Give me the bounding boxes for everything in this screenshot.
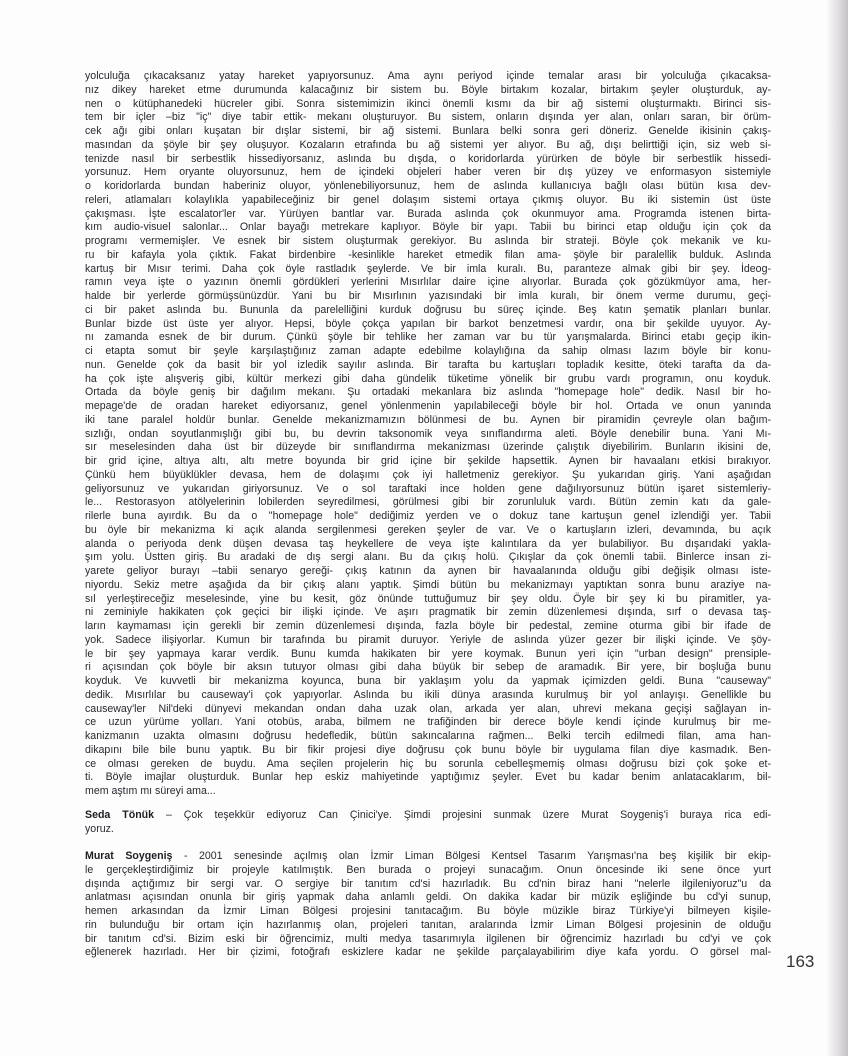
line-text: iki tane paralel holdür bunlar. Genelde mekanizmamızın bölünmesi de bu. Aynen bir piramidin çevreyle olan bağım-: [85, 413, 771, 426]
text-line: [85, 276, 771, 290]
text-line: [85, 823, 771, 837]
line-text: le bir şey yapmaya karar verdik. Bunu kumda hakikaten bir yere koymak. Bunun yeri için "urban design" prensiple-: [85, 647, 771, 660]
text-line: [85, 221, 771, 235]
line-text: şım yolu. Üstten giriş. Bu aradaki de dış sergi alanı. Bu da çıkış holü. Çıkışlar da çok önemli tabii. Binlerce insan zi-: [85, 551, 771, 564]
line-text: mepage'de de oradan hareket ediyorsanız, genel yönlenmenin yapılabileceği böyle bir hol. Ortada ve onun yanında: [85, 400, 771, 412]
text-line: [85, 400, 771, 414]
text-line: [85, 850, 771, 864]
text-line: [85, 933, 771, 947]
line-text: ni zeminiyle hakikaten çok geçici bir ilişki içinde. Ve aşırı pragmatik bir zemin düzenlemesi dışında, sırf o devasa taş-: [85, 606, 771, 619]
text-line: [85, 565, 771, 579]
text-line: [85, 483, 771, 497]
text-line: [85, 98, 771, 112]
text-line: [85, 551, 771, 565]
line-text: koyduk. Ve kuvvetli bir mekanizma koyunca, buna bir yaklaşım yolu da yapmak içimizden geldi. Buna "causeway": [85, 675, 771, 687]
scan-edge-shadow: [826, 0, 848, 1056]
line-text: bu öyle bir mekanizma ki açık alanda sergilenmesi gereken şeyler de var. Ve o kartuşların izleri, devamında, bu açık: [85, 523, 771, 536]
line-text: programı vermemişler. Ve esnek bir sistem oluşturmak gerekiyor. Bu aslında bir strateji. Böyle çok mekanik ve ku-: [85, 235, 771, 247]
line-text: causeway'ler Nil'deki dünyevi mekandan ondan daha uzak olan, arkada yer alan, uhrevi mekana geçişi sağlayan in-: [85, 702, 771, 715]
line-text: dedik. Mısırlılar bu causeway'i çok yapıyorlar. Aslında bu ikili dünya arasında kurulmuş bir yol anlayışı. Genellikle bu: [85, 688, 771, 701]
line-text: rin bulunduğu bir ortam için hazırlanmış olan, projeleri tanıtan, aralarında İzmir Liman Bölgesi projesinin de olduğu: [85, 918, 771, 931]
line-text: Ortada da böyle geniş bir dağılım mekanı. Şu ortadaki mekanlara biz aslında "homepage hole" dedik. Nasıl bir ho-: [85, 386, 771, 399]
line-text: anlatması açısından onunla bir giriş yapmak daha anlamlı geldi. On dakika kadar bir müzik eşliğinde bu cd'yi sunup,: [85, 891, 771, 904]
text-line: [85, 139, 771, 153]
line-text: sıl yerleştireceğiz meselesinde, yine bu kesit, göz önünde tuttuğumuz bir şey oldu. Öyle bir şey ki bu piramitler, ya-: [85, 592, 771, 605]
text-line: [85, 891, 771, 905]
text-line: [85, 730, 771, 744]
text-line: [85, 290, 771, 304]
text-line: [85, 373, 771, 387]
text-line: [85, 304, 771, 318]
text-line: [85, 455, 771, 469]
text-line: [85, 510, 771, 524]
line-text: hemen arkasından da İzmir Liman Bölgesi projesini tanıtacağım. Bu böyle müzikle biraz Türkiye'yi bilmeyen kişile-: [85, 905, 771, 917]
text-line: [85, 661, 771, 675]
line-text: - 2001 senesinde açılmış olan İzmir Liman Bölgesi Kentsel Tasarım Yarışması'na beş kişilik bir ekip-: [172, 850, 771, 862]
line-text: eğlenerek hazırladı. Her bir çizimi, fotoğrafı eskizlere kadar ne şekilde parçalayabilirim diye kafa yordu. O görsel mal-: [85, 946, 771, 959]
text-line: [85, 70, 771, 84]
line-text: cek ağı gibi onları kuşatan bir dışlar sistemi, bir ağ sistemi. Bunlara belki sonra geri döneriz. Genelde ikisinin çakış-: [85, 125, 771, 137]
line-text: nen o kütüphanedeki hücreler gibi. Sonra sistemimizin ikinci önemli kısmı da bir ağ sistemi oluşturmaktı. Birinci sis-: [85, 97, 771, 110]
text-line: [85, 345, 771, 359]
text-line: [85, 689, 771, 703]
paragraph-murat-soygenis: [85, 850, 771, 960]
line-text: rilerle buna ayırdık. Bu da o "homepage hole" dediğimiz yerden ve o dokuz tane kartuşun genel izlendiği yer. Tabii: [85, 510, 771, 522]
line-text: ların kaymaması için gerekli bir zemin düzenlemesi dışında, fazla böyle bir pedestal, zemine oturma gibi bir ifade de: [85, 620, 771, 632]
line-text: yolculuğa çıkacaksanız yatay hareket yapıyorsunuz. Ama aynı periyod içinde temalar arası bir yolculuğa çıkacaksa-: [85, 70, 771, 82]
line-text: masından da şöyle bir şey oluşuyor. Kozaların etrafında bu ağ sistemi yer alıyor. Bu ağ, dışı belirttiği için, siz web si-: [85, 138, 771, 151]
line-text: – Çok teşekkür ediyoruz Can Çinici'ye. Şimdi projesini sunmak üzere Murat Soygeniş'i buraya rica edi-: [154, 809, 771, 821]
text-line: [85, 331, 771, 345]
text-line: [85, 359, 771, 373]
line-text: sır meselesinden daha üst bir düzeyde bir sınıflandırma mekanizması üzerinde çalıştık diyebilirim. Bunların ikisini de,: [85, 441, 771, 454]
text-line: [85, 593, 771, 607]
text-line: [85, 318, 771, 332]
text-line: [85, 905, 771, 919]
line-text: nız dikey hareket etme durumunda kalacağınız bir sistem bu. Böyle birtakım kozalar, birtakım şeyler oluşturduk, ay-: [85, 83, 771, 96]
line-text: ri açısından çok böyle bir aksın tutuyor olması gibi daha büyük bir sebep de aramadık. Bir yere, bir boşluğa bunu: [85, 661, 771, 674]
text-line: [85, 606, 771, 620]
line-text: yoruz.: [85, 822, 114, 835]
text-line: [85, 414, 771, 428]
text-line: [85, 84, 771, 98]
paragraph-seda-tonuk: [85, 809, 771, 837]
line-text: Bunlar bizde üst üste yer alıyor. Hepsi, böyle çokça yapılan bir barkot benzetmesi vardır, ona bir şekilde uyuyor. Ay-: [85, 317, 771, 330]
line-text: yorsunuz. Hem oryante oluyorsunuz, hem de içindeki objeleri haber veren bir dış yüzey ve enformasyon sistemiyle: [85, 166, 771, 179]
line-text: yarete geliyor burayı –tabii senaryo gereği- çıkış katının da aynen bir havaalanında olduğu gibi değişik olması iste-: [85, 565, 771, 577]
line-text: bir grid içine, altıya altı, altı metre boyunda bir grid içine bir şekilde hapsettik. Aynen bir havaalanı etkisi bırakıyor.: [85, 455, 771, 467]
line-text: ru bir kafayla yola çıktık. Fakat birdenbire -kesinlikle hareket etmedik filan ama- şöyle bir paralellik bulduk. Aslında: [85, 248, 771, 261]
text-line: [85, 111, 771, 125]
line-text: ce olması gereken de buydu. Ama seçilen projelerin hiç bu sorunla cebelleşmemiş olması doğrusu bizi çok şoke et-: [85, 757, 771, 770]
line-text: sızlığı, ondan soyutlanmışlığı gibi bu, bu devrin taksonomik veya sınıflandırma aleti. Böyle denebilir buna. Yani Mı-: [85, 427, 771, 440]
text-line: [85, 675, 771, 689]
text-line: [85, 538, 771, 552]
line-text: ha çok işte alışveriş gibi, kültür merkezi gibi daha gündelik tüketime yönelik bir grubu vardı programın, onu koyduk.: [85, 372, 771, 385]
text-line: [85, 194, 771, 208]
line-text: mem aştım mı süreyi ama...: [85, 785, 216, 797]
text-line: [85, 809, 771, 823]
text-line: [85, 716, 771, 730]
line-text: dikapını bile bile bunu yaptık. Bu bir fikir projesi diye doğrusu çok bunu böyle bir uygulama filan diye kasmadık. Ben-: [85, 743, 771, 756]
text-line: [85, 878, 771, 892]
text-line: [85, 744, 771, 758]
line-text: alanda o periyoda denk düşen devasa taş heykellere de veya işte kalıntılara da yer bulabiliyor. Bu dışarıdaki yakla-: [85, 537, 771, 550]
text-line: [85, 496, 771, 510]
text-line: [85, 758, 771, 772]
text-line: [85, 263, 771, 277]
text-line: [85, 469, 771, 483]
line-text: geliyorsunuz ve yukarıdan giriyorsunuz. Ve o sol taraftaki ince holden gene dağılıyorsunuz bütün işaret sistemleriy-: [85, 482, 771, 495]
line-text: halde bir yerlerde görmüşsünüzdür. Yani bu bir Mısırlının yazısındaki bir imla kuralı, bir önem verme durumu, geçi-: [85, 290, 771, 302]
speaker-name: Murat Soygeniş: [85, 850, 173, 862]
text-line: [85, 441, 771, 455]
line-text: Çünkü hem büyüklükler devasa, hem de dolaşımı çok iyi halletmeniz gerekiyor. Şu yukarıdan giriş. Yani aşağıdan: [85, 468, 771, 481]
line-text: ce uzun yürüme yolları. Yani otobüs, araba, bilmem ne trafiğinden bir derece böyle kendi içinde kurulmuş bir me-: [85, 716, 771, 729]
text-line: [85, 864, 771, 878]
text-line: [85, 785, 771, 799]
text-line: [85, 946, 771, 960]
text-line: [85, 428, 771, 442]
line-text: niyordu. Sekiz metre aşağıda da bir çıkış alanı yaptık. Şimdi bütün bu mekanizmayı yaptıktan sonra bunu araziye na-: [85, 578, 771, 591]
page-number: 163: [786, 952, 815, 971]
line-text: ci etapta somut bir şeyle karşılaştığınız zaman adapte edebilme kolaylığına da sahip olması lazım böyle bir konu-: [85, 345, 771, 357]
line-text: çakışması. İşte escalator'ler var. Yürüyen bantlar var. Burada aslında çok okunmuyor ama. Programda istenen birta-: [85, 207, 771, 220]
line-text: le gerçekleştirdiğimiz bir projeyle katılmıştık. Ben burada o projeyi sunacağım. Onun öncesinde iki sene önce yurt: [85, 863, 771, 876]
line-text: ci bir paket aslında bu. Bununla da parelelliğini kurduk doğrusu bu süreç içinde. Beş katın şematik planları bunlar.: [85, 303, 771, 316]
line-text: bir tanıtım cd'si. Bizim eski bir öğrencimiz, multi medya tasarımıyla ilgilenen bir öğrencimiz hazırladı bu cd'yi ve çok: [85, 932, 771, 945]
line-text: o koridorlarda bundan haberiniz oluyor, yönlenebiliyorsunuz, hem de aslında kullanıcıya bağlı olası bütün kısa dev-: [85, 180, 771, 192]
line-text: le... Restorasyon atölyelerinin lobilerden seyredilmesi, görülmesi gibi bir zorunluluk vardı. Bütün zemin katı da gale-: [85, 496, 771, 509]
text-line: [85, 125, 771, 139]
text-line: [85, 579, 771, 593]
line-text: dışında açtığımız bir sergi var. O sergiye bir tanıtım cd'si hazırladık. Bu cd'nin biraz hani "nelerle ilgileniyoruz"u da: [85, 877, 771, 890]
text-line: [85, 249, 771, 263]
text-line: [85, 703, 771, 717]
text-line: [85, 620, 771, 634]
speaker-name: Seda Tönük: [85, 809, 155, 821]
text-line: [85, 166, 771, 180]
text-line: [85, 235, 771, 249]
line-text: kanizmanın uzakta olmasını doğrusu hedefledik, bütün sakıncalarına rağmen... Belki tercih edilmedi filan, ama han-: [85, 730, 771, 742]
text-line: [85, 771, 771, 785]
text-line: [85, 180, 771, 194]
text-line: [85, 634, 771, 648]
line-text: ramın veya işte o yazının önemli gördükleri yerlerini Mısırlılar daire içine alıyorlar. Burada çok gözükmüyor ama, her-: [85, 276, 771, 289]
line-text: nun. Genelde çok da basit bir yol izledik sayılır aslında. Bir tarafta bu kartuşları topladık kesitte, öteki tarafta da da-: [85, 358, 771, 371]
text-line: [85, 386, 771, 400]
text-line: [85, 524, 771, 538]
text-line: [85, 919, 771, 933]
line-text: kım audio-visuel salonlar... Onlar bayağı metrekare kaplıyor. Böyle bir yapı. Tabii bu birinci etap olduğu için çok da: [85, 221, 771, 234]
text-line: [85, 648, 771, 662]
line-text: releri, atlamaları kolaylıkla yapabileceğiniz bir genel dolaşım sistemi ortaya çıkmış oluyor. Bu iki sistemin üst üste: [85, 193, 771, 206]
line-text: tem bir içler –biz "iç" diye tabir ettik- mekanı oluşturuyor. Bu sistem, onların dışında yer alan, onları saran, bir örüm-: [85, 111, 771, 124]
line-text: nı zamanda esnek de bir durum. Çünkü şöyle bir tehlike her zaman var bu tür yarışmalarda. Birinci etabı geçip ikin-: [85, 331, 771, 344]
text-line: [85, 208, 771, 222]
line-text: tenizde nasıl bir serbestlik hissediyorsanız, aslında bu dışda, o koridorlarda yürürken de böyle bir serbestlik hissedi-: [85, 152, 771, 165]
line-text: yok. Sadece ilişiyorlar. Kumun bir tarafında bu piramit duruyor. Yeriyle de aslında yüzer gezer bir ilişki içinde. Ve şöy-: [85, 633, 771, 646]
line-text: ti. Böyle imajlar oluşturduk. Bunlar hep eskiz mahiyetinde yaptığımız şeyler. Evet bu kadar benim anlatacaklarım, bil-: [85, 771, 771, 784]
text-line: [85, 153, 771, 167]
line-text: kartuş bir Mısır terimi. Daha çok öyle rastladık şeylerde. Ve bir imla kuralı. Bu, paranteze almak gibi bir şey. İdeog-: [85, 262, 771, 275]
paragraph-can-cinici-talk: [85, 70, 771, 799]
